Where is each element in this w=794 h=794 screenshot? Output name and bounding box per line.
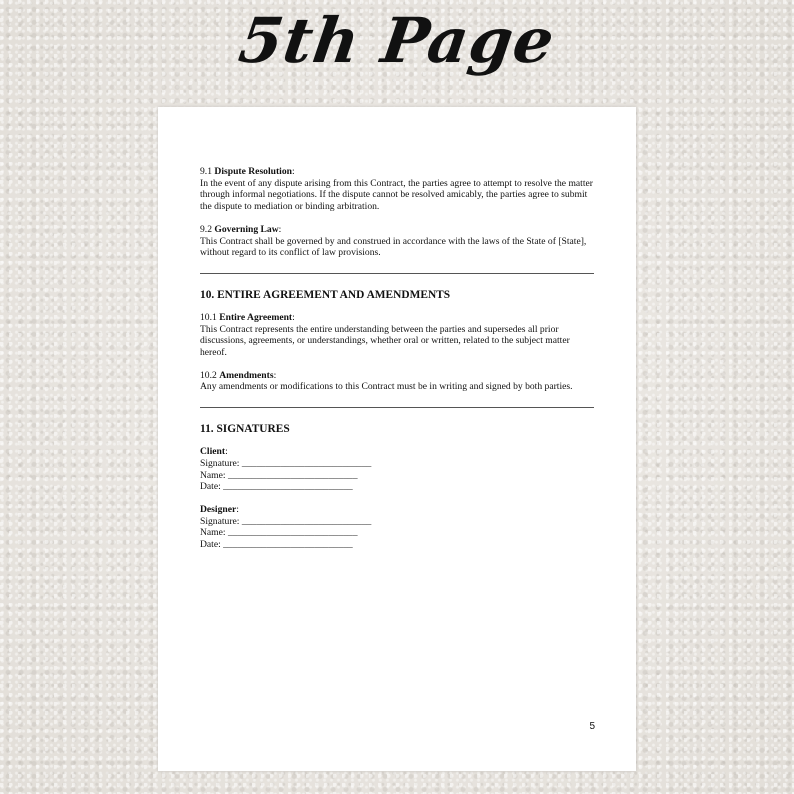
party-label: Designer — [200, 503, 237, 515]
section-divider — [200, 273, 594, 274]
party-label: Client — [200, 446, 226, 458]
clause-9-2: 9.2 Governing Law: This Contract shall be governed by and construed in accordance with the laws of the State of [State], without regard to its conflict of law provisions. — [200, 223, 587, 259]
clause-number: 10.1 — [200, 311, 217, 323]
section-heading-10: 10. ENTIRE AGREEMENT AND AMENDMENTS — [200, 288, 451, 301]
date-line: Date: ___________________________ — [200, 539, 353, 551]
section-heading-11: 11. SIGNATURES — [200, 423, 290, 436]
designer-signature-block: Designer: Signature: ___________________________ Name: ___________________________ Date: ___________________________ — [200, 504, 594, 551]
page-number: 5 — [589, 721, 595, 732]
clause-title: Entire Agreement — [219, 311, 293, 323]
signature-line: Signature: ___________________________ — [200, 515, 372, 527]
document-page — [158, 107, 636, 771]
section-divider — [200, 407, 594, 408]
clause-text: Any amendments or modifications to this Contract must be in writing and signed by both parties. — [200, 381, 573, 393]
clause-number: 9.1 — [200, 166, 212, 177]
clause-title: Dispute Resolution — [214, 166, 292, 177]
clause-text: This Contract represents the entire understanding between the parties and supersedes all prior discussions, agreements, or understandings, whether oral or written, related to the subject matter hereof. — [200, 323, 570, 359]
clause-10-1: 10.1 Entire Agreement: This Contract represents the entire understanding between the parties and supersedes all prior discussions, agreements, or understandings, whether oral or written, related to the subject matter hereof. — [200, 311, 570, 359]
name-line: Name: ___________________________ — [200, 469, 358, 481]
clause-10-2: 10.2 Amendments: Any amendments or modifications to this Contract must be in writing and signed by both parties. — [200, 369, 573, 393]
signature-line: Signature: ___________________________ — [200, 457, 372, 469]
clause-text: In the event of any dispute arising from this Contract, the parties agree to attempt to resolve the matter through informal negotiations. If the dispute cannot be resolved amicably, the parties agree to submit the dispute to mediation or binding arbitration. — [200, 177, 593, 213]
document-content — [200, 166, 594, 562]
banner-title: 5th Page — [234, 4, 560, 77]
name-line: Name: ___________________________ — [200, 527, 358, 539]
clause-text: This Contract shall be governed by and construed in accordance with the laws of the State of [State], without regard to its conflict of law provisions. — [200, 235, 587, 259]
clause-title: Governing Law — [214, 223, 279, 235]
clause-number: 10.2 — [200, 369, 217, 381]
clause-title: Amendments — [219, 369, 274, 381]
date-line: Date: ___________________________ — [200, 481, 353, 493]
clause-number: 9.2 — [200, 223, 212, 235]
client-signature-block: Client: Signature: ___________________________ Name: ___________________________ Date: ___________________________ — [200, 446, 594, 493]
clause-9-1: 9.1 Dispute Resolution: In the event of any dispute arising from this Contract, the parties agree to attempt to resolve the matter through informal negotiations. If the dispute cannot be resolved amicably, the parties agree to submit the dispute to mediation or binding arbitration. — [200, 166, 593, 213]
